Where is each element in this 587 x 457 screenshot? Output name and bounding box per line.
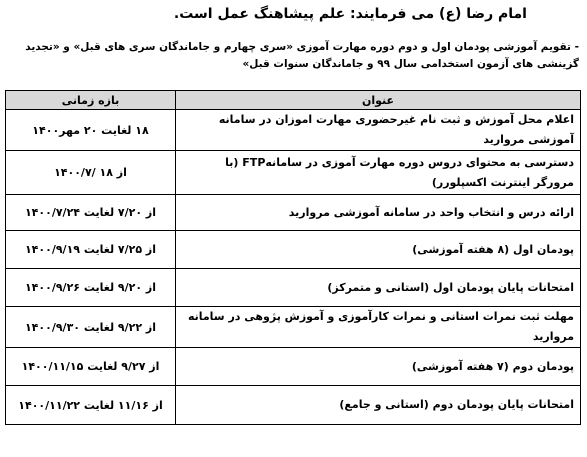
row-title: پودمان دوم (۷ هفته آموزشی) — [176, 348, 581, 386]
row-title: دسترسی به محتوای دروس دوره مهارت آموزی در سامانهFTP (با مرورگر اینترنت اکسپلورر) — [176, 151, 581, 195]
table-row — [6, 386, 581, 425]
row-title: مهلت ثبت نمرات استانی و نمرات کارآموزی و آموزش پژوهی در سامانه مروارید — [176, 307, 581, 348]
column-header-period: بازه زمانی — [6, 91, 176, 110]
row-period: از ۱۸ /۱۴۰۰/۷ — [6, 151, 176, 195]
table-row — [6, 195, 581, 231]
table-row — [6, 151, 581, 195]
row-title: اعلام محل آموزش و ثبت نام غیرحضوری مهارت اموزان در سامانه آموزشی مروارید — [176, 110, 581, 151]
row-title: امتحانات پایان پودمان دوم (استانی و جامع) — [176, 386, 581, 425]
row-title: امتحانات پایان پودمان اول (استانی و متمرکز) — [176, 269, 581, 307]
table-row — [6, 307, 581, 348]
row-period: از ۷/۲۰ لغایت ۱۴۰۰/۷/۲۴ — [6, 195, 176, 231]
row-period: از ۷/۲۵ لغایت ۱۴۰۰/۹/۱۹ — [6, 231, 176, 269]
row-period: از ۹/۲۰ لغایت ۱۴۰۰/۹/۲۶ — [6, 269, 176, 307]
table-row — [6, 269, 581, 307]
row-title: ارائه درس و انتخاب واحد در سامانه آموزشی مروارید — [176, 195, 581, 231]
row-period: ۱۸ لغایت ۲۰ مهر۱۴۰۰ — [6, 110, 176, 151]
row-title: پودمان اول (۸ هفته آموزشی) — [176, 231, 581, 269]
schedule-table — [5, 90, 581, 425]
row-period: از ۹/۲۷ لغایت ۱۴۰۰/۱۱/۱۵ — [6, 348, 176, 386]
table-row — [6, 348, 581, 386]
row-period: از ۹/۲۲ لغایت ۱۴۰۰/۹/۳۰ — [6, 307, 176, 348]
column-header-title: عنوان — [176, 91, 581, 110]
table-header-row — [6, 91, 581, 110]
table-row — [6, 231, 581, 269]
quote-heading: امام رضا (ع) می فرمایند: علم پیشاهنگ عمل است. — [173, 6, 527, 22]
table-row — [6, 110, 581, 151]
intro-paragraph: - تقویم آموزشی پودمان اول و دوم دوره مهارت آموزی «سری چهارم و جاماندگان سری های قبل» و «تجدید گزینشی های آزمون استخدامی سال ۹۹ و جاماندگان سنوات قبل» — [25, 41, 579, 70]
row-period: از ۱۱/۱۶ لغایت ۱۴۰۰/۱۱/۲۲ — [6, 386, 176, 425]
